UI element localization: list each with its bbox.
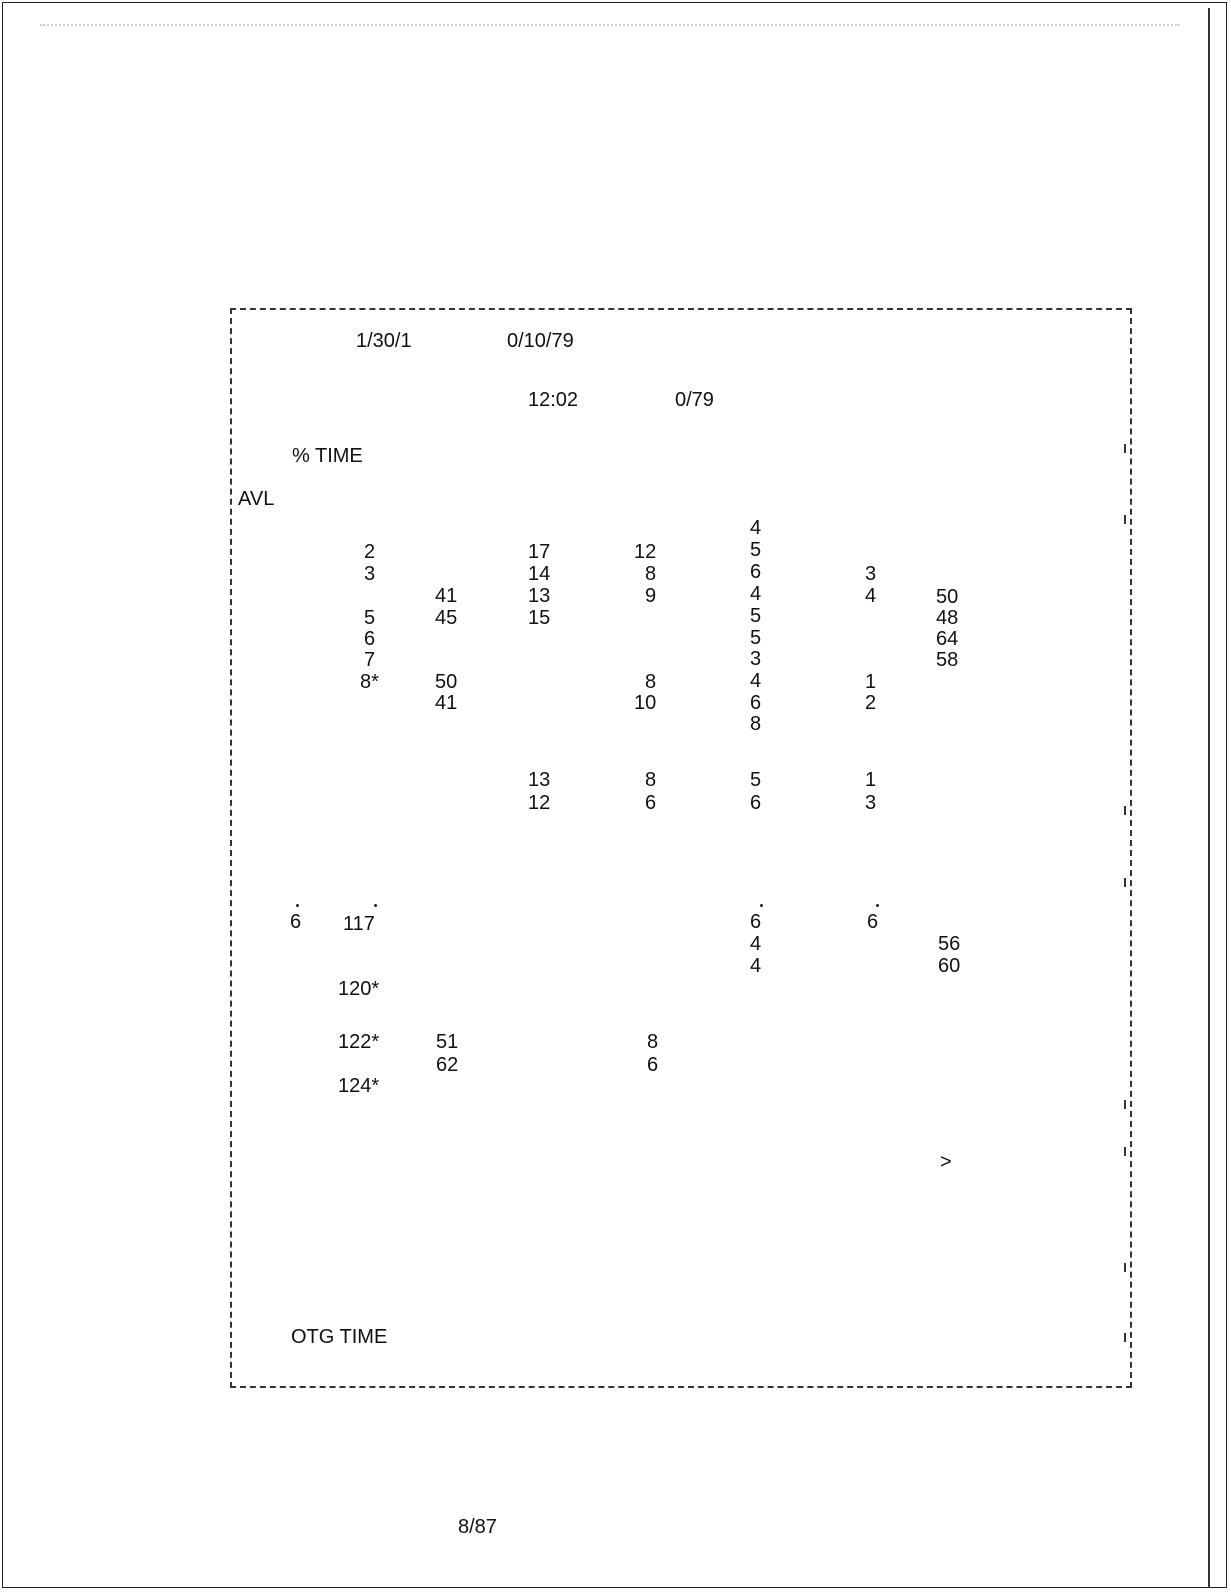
cell-g3-lead: 6 — [290, 911, 302, 933]
scan-tick — [1124, 444, 1126, 453]
cell-g3-c2: 62 — [436, 1054, 459, 1076]
cell-g3-c7: 60 — [938, 955, 961, 977]
mark-dot — [296, 904, 299, 907]
arrow-mark: > — [940, 1151, 952, 1173]
cell-c5: 4 — [750, 583, 762, 605]
header-time: 12:02 — [528, 389, 579, 411]
cell-c7: 64 — [936, 628, 959, 650]
cell-c5: 3 — [750, 648, 762, 670]
cell-g3-id: 124* — [338, 1075, 380, 1097]
scan-noise — [40, 24, 1180, 30]
cell-c5: 6 — [750, 692, 762, 714]
cell-c5: 8 — [750, 713, 762, 735]
cell-g3-id: 122* — [338, 1031, 380, 1053]
cell-c5: 5 — [750, 605, 762, 627]
cell-g2-c4: 8 — [645, 769, 657, 791]
mark-dot — [374, 904, 377, 907]
cell-c7: 48 — [936, 607, 959, 629]
cell-c4: 8 — [645, 671, 657, 693]
cell-c2: 41 — [435, 692, 458, 714]
cell-c7: 50 — [936, 586, 959, 608]
cell-c2: 50 — [435, 671, 458, 693]
cell-g3-c2: 51 — [436, 1031, 459, 1053]
cell-c1: 8* — [360, 671, 379, 693]
cell-c2: 45 — [435, 607, 458, 629]
cell-c3: 14 — [528, 563, 551, 585]
cell-c4: 9 — [645, 585, 657, 607]
scan-tick — [1124, 878, 1126, 887]
header-date-a: 1/30/1 — [356, 330, 412, 352]
cell-g2-c5: 6 — [750, 792, 762, 814]
cell-g3-c5: 4 — [750, 933, 762, 955]
cell-c1: 5 — [364, 607, 376, 629]
cell-c6: 4 — [865, 585, 877, 607]
cell-g2-c6: 3 — [865, 792, 877, 814]
scan-tick — [1124, 515, 1126, 524]
cell-g3-c7: 56 — [938, 933, 961, 955]
footer-page-code: 8/87 — [458, 1516, 497, 1538]
scan-tick — [1124, 1333, 1126, 1342]
avl-label: AVL — [238, 488, 275, 510]
cell-g3-c5: 6 — [750, 911, 762, 933]
cell-c5: 5 — [750, 539, 762, 561]
cell-c1: 3 — [364, 563, 376, 585]
cell-c4: 12 — [634, 541, 657, 563]
mark-dot — [876, 904, 879, 907]
cell-g3-c4: 6 — [647, 1054, 659, 1076]
page-edge-rule — [1208, 8, 1210, 1588]
cell-g2-c3: 12 — [528, 792, 551, 814]
cell-c3: 13 — [528, 585, 551, 607]
cell-g2-c5: 5 — [750, 769, 762, 791]
cell-c4: 10 — [634, 692, 657, 714]
otg-time-label: OTG TIME — [291, 1326, 388, 1348]
cell-c1: 7 — [364, 649, 376, 671]
cell-g3-c4: 8 — [647, 1031, 659, 1053]
scan-tick — [1124, 1100, 1126, 1109]
cell-c6: 2 — [865, 692, 877, 714]
cell-c5: 4 — [750, 517, 762, 539]
cell-g3-c5: 4 — [750, 955, 762, 977]
cell-g3-c6: 6 — [867, 911, 879, 933]
cell-c3: 15 — [528, 607, 551, 629]
cell-g2-c4: 6 — [645, 792, 657, 814]
cell-c2: 41 — [435, 585, 458, 607]
dashed-frame — [230, 308, 1132, 1388]
header-date-c: 0/79 — [675, 389, 714, 411]
cell-c3: 17 — [528, 541, 551, 563]
header-date-b: 0/10/79 — [507, 330, 574, 352]
cell-c1: 6 — [364, 628, 376, 650]
cell-c7: 58 — [936, 649, 959, 671]
scan-tick — [1124, 1147, 1126, 1156]
cell-g3-id: 117 — [343, 913, 375, 935]
cell-c5: 4 — [750, 670, 762, 692]
cell-c5: 5 — [750, 627, 762, 649]
cell-c4: 8 — [645, 563, 657, 585]
cell-c6: 3 — [865, 563, 877, 585]
mark-dot — [760, 904, 763, 907]
cell-g3-id: 120* — [338, 978, 380, 1000]
scan-tick — [1124, 806, 1126, 815]
cell-c1: 2 — [364, 541, 376, 563]
cell-g2-c3: 13 — [528, 769, 551, 791]
cell-g2-c6: 1 — [865, 769, 877, 791]
cell-c6: 1 — [865, 671, 877, 693]
scan-tick — [1124, 1263, 1126, 1272]
cell-c5: 6 — [750, 561, 762, 583]
pct-time-label: % TIME — [292, 445, 363, 467]
